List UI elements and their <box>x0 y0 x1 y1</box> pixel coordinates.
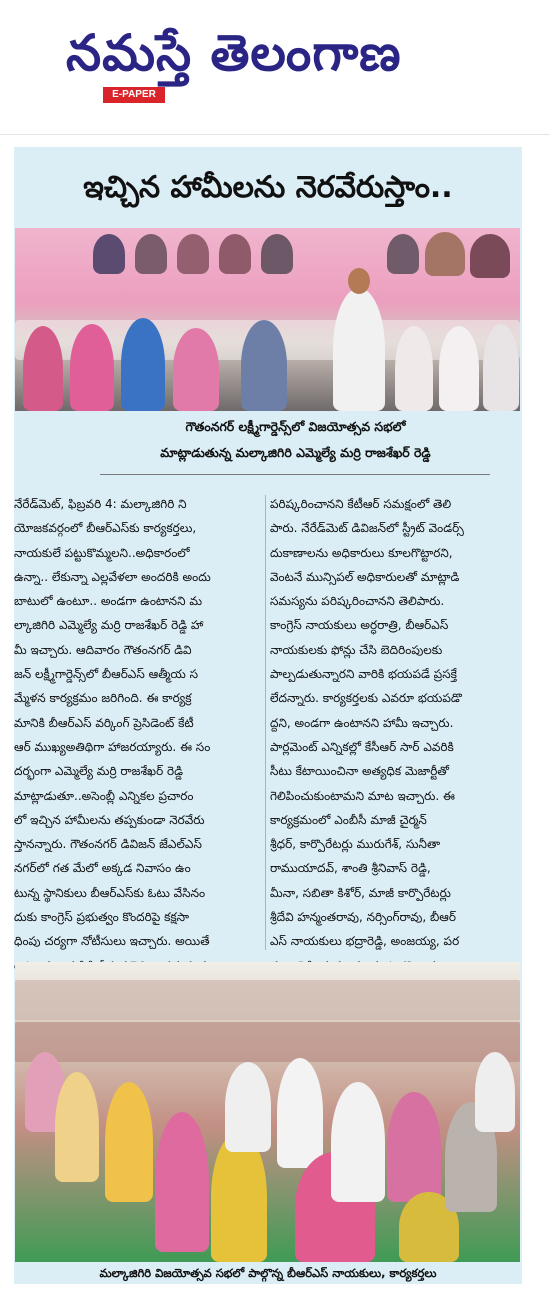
audience-member <box>70 324 114 411</box>
crowd-row <box>15 980 520 1020</box>
column-line: దుకు కాంగ్రెస్ ప్రభుత్వం కొందరిపై కక్షసా <box>14 910 190 925</box>
photo-caption <box>118 414 473 474</box>
article-column-left <box>14 492 264 954</box>
audience-member <box>55 1072 99 1182</box>
column-line: పాల్పడుతున్నారని వారికి భయపడే ప్రసక్తే <box>270 667 457 682</box>
column-line: శ్రీదేవి హన్మంతరావు, నర్సింగ్‌రావు, బీఆర్ <box>270 910 456 925</box>
column-line: లో ఇచ్చిన హామీలను తప్పకుండా నెరవేరు <box>14 812 205 827</box>
column-line: ఉన్నా.. లేకున్నా ఎల్లవేళలా అందరికి అందు <box>14 569 211 584</box>
column-line: బాటులో ఉంటూ.. అండగా ఉంటానని మ <box>14 594 203 609</box>
column-line: సీటు కేటాయించినా అత్యధిక మెజార్టీతో <box>270 764 450 779</box>
audience-member <box>475 1052 515 1132</box>
column-line: మ్మేళన కార్యక్రమం జరిగింది. ఈ కార్యక్ర <box>14 691 192 706</box>
masthead <box>0 0 550 135</box>
column-line: ఆర్ ముఖ్యఅతిథిగా హాజరయ్యారు. ఈ సం <box>14 739 211 754</box>
column-line: ద్దని, అండగా ఉంటానని హామీ ఇచ్చారు. <box>270 715 454 730</box>
crowd-photo-caption: మల్కాజిగిరి విజయోత్సవ సభలో పాల్గొన్న బీఆర్‌ఎస్ నాయకులు, కార్యకర్తలు <box>14 1262 522 1284</box>
article-column-right <box>270 492 520 954</box>
column-line: కాంగ్రెస్ నాయకులు అర్ధరాత్రి, బీఆర్‌ఎస్ <box>270 618 449 633</box>
audience-member <box>387 1092 441 1202</box>
epaper-badge: E-PAPER <box>103 87 165 103</box>
column-line: ధింపు చర్యగా నోటీసులు ఇచ్చారు. అయితే <box>14 934 210 949</box>
column-line: గెలిపించుకుంటామని మాట ఇచ్చారు. ఈ <box>270 788 455 803</box>
article-headline: ఇచ్చిన హామీలను నెరవేరుస్తాం.. <box>83 170 453 205</box>
column-line: నాయకులకు ఫోన్లు చేసి బెదిరింపులకు <box>270 642 443 657</box>
column-line: జన్ లక్ష్మీగార్డెన్స్‌లో బీఆర్‌ఎస్ ఆత్మీయ స <box>14 667 199 682</box>
banner-portrait <box>387 234 419 274</box>
audience-member <box>225 1062 271 1152</box>
column-line: నాయకులే పట్టుకొమ్మలని..అధికారంలో <box>14 545 190 560</box>
column-line: కార్యక్రమంలో ఎంబీసీ మాజీ చైర్మన్ <box>270 812 427 827</box>
banner-portrait <box>93 234 125 274</box>
audience-member <box>439 326 479 411</box>
column-line: మీనా, సబితా కిశోర్, మాజీ కార్పొరేటర్లు <box>270 885 451 900</box>
audience-member <box>331 1082 385 1202</box>
audience-member <box>173 328 219 411</box>
photo-caption-line: గౌతంనగర్ లక్ష్మీగార్డెన్స్‌లో విజయోత్సవ సభలో <box>185 419 406 434</box>
column-line: ల్కాజిగిరి ఎమ్మెల్యే మర్రి రాజశేఖర్ రెడ్డి హా <box>14 618 204 633</box>
column-line: దుకాణాలను అధికారులు కూలగొట్టారని, <box>270 545 453 560</box>
audience-member <box>277 1058 323 1168</box>
column-line: సమస్యను పరిష్కరించానని తెలిపారు. <box>270 594 445 609</box>
crowd-row <box>15 1022 520 1062</box>
column-line: మానికి బీఆర్‌ఎస్ వర్కింగ్ ప్రెసిడెంట్ కేటీ <box>14 715 194 730</box>
column-line: మాట్లాడుతూ..అసెంబ్లీ ఎన్నికల ప్రచారం <box>14 788 194 803</box>
column-line: మీ ఇచ్చారు. ఆదివారం గౌతంనగర్ డివి <box>14 642 192 657</box>
column-line: రాముయాదవ్, శాంతి శ్రీనివాస్ రెడ్డి, <box>270 861 431 876</box>
newspaper-logo: నమస్తే తెలంగాణ <box>66 24 402 82</box>
column-line: పార్లమెంట్ ఎన్నికల్లో కేసీఆర్ సార్ ఎవరికి <box>270 739 454 754</box>
column-line: లేదన్నారు. కార్యకర్తలకు ఎవరూ భయపడొ <box>270 691 462 706</box>
banner-portrait <box>219 234 251 274</box>
audience-member <box>155 1112 209 1252</box>
column-line: నగర్‌లో గత మేలో అక్కడ నివాసం ఉం <box>14 861 191 876</box>
column-line: యోజకవర్గంలో బీఆర్‌ఎస్‌కు కార్యకర్తలు, <box>14 521 197 536</box>
audience-member <box>121 318 165 411</box>
banner-portrait <box>470 234 510 278</box>
banner-portrait <box>135 234 167 274</box>
column-line: దర్భంగా ఎమ్మెల్యే మర్రి రాజశేఖర్ రెడ్డి <box>14 764 184 779</box>
audience-member <box>483 324 519 411</box>
column-line: శ్రీధర్, కార్పొరేటర్లు మురుగేశ్, సునీతా <box>270 837 441 852</box>
event-stage-photo <box>15 228 520 411</box>
column-line: పారు. నేరేడ్‌మెట్ డివిజన్‌లో స్ట్రీట్ వెండర్స్ <box>270 521 464 536</box>
column-line: పరిష్కరించానని కేటీఆర్ సమక్షంలో తెలి <box>270 497 452 511</box>
column-line: స్తానన్నారు. గౌతంనగర్ డివిజన్ జేఎల్‌ఎస్ <box>14 837 202 852</box>
crowd-photo <box>15 962 520 1262</box>
column-line: వెంటనే మున్సిపల్ అధికారులతో మాట్లాడి <box>270 569 460 584</box>
photo-caption-line: మాట్లాడుతున్న మల్కాజిగిరి ఎమ్మెల్యే మర్రి రాజశేఖర్ రెడ్డి <box>160 445 431 460</box>
audience-member <box>241 320 287 411</box>
audience-member <box>23 326 63 411</box>
column-gutter <box>265 495 266 950</box>
column-line: నేరేడ్‌మెట్, ఫిబ్రవరి 4: మల్కాజిగిరి ని <box>14 497 187 511</box>
masthead-divider <box>0 134 550 135</box>
speaker-face <box>348 268 370 294</box>
banner-portrait <box>425 232 465 276</box>
audience-member <box>105 1082 153 1202</box>
audience-member <box>395 326 433 411</box>
column-line: ఎస్ నాయకులు భద్రారెడ్డి, అంజయ్య, పర <box>270 934 460 949</box>
column-line: టున్న స్థానికులు బీఆర్‌ఎస్‌కు ఓటు వేసినం <box>14 885 206 900</box>
banner-portrait <box>261 234 293 274</box>
caption-divider <box>100 474 490 475</box>
speaker <box>333 288 385 411</box>
banner-portrait <box>177 234 209 274</box>
